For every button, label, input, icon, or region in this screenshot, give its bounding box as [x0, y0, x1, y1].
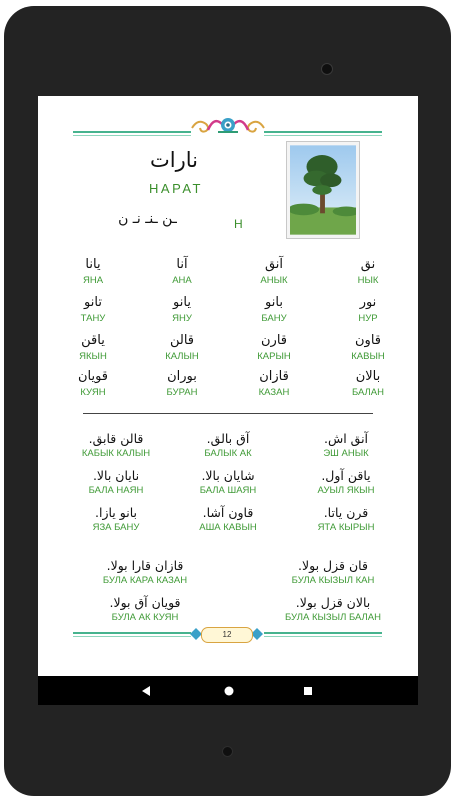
phrase-cyrillic: ЭШ АНЫК	[323, 448, 369, 459]
word-item	[234, 332, 314, 363]
phrase-item	[66, 504, 166, 534]
word-cyrillic: БАЛАН	[351, 387, 384, 398]
top-rule-left	[73, 131, 191, 133]
word-cyrillic: ТАНУ	[80, 313, 106, 324]
phrase-cyrillic: БУЛА КАРА КАЗАН	[102, 575, 188, 586]
section-divider	[83, 413, 373, 414]
tree-image-icon	[290, 145, 356, 235]
phrase-arabic: قرن ياتا.	[323, 505, 369, 520]
word-arabic: ياقن	[81, 333, 105, 348]
phrase-item	[80, 594, 210, 624]
word-arabic: آنا	[176, 257, 188, 272]
word-item	[234, 256, 314, 287]
word-item	[328, 368, 408, 399]
word-cyrillic: НЫК	[357, 275, 379, 286]
speaker-dot	[222, 746, 233, 757]
phrase-arabic: قاون آشا.	[202, 505, 254, 520]
word-arabic: نق	[360, 257, 376, 272]
phrase-cyrillic: ЯЗА БАНУ	[92, 522, 140, 533]
word-arabic: قازان	[259, 369, 289, 384]
bottom-rule-left-thin	[73, 636, 191, 637]
phrase-cyrillic: КАБЫК КАЛЫН	[81, 448, 151, 459]
word-arabic: نور	[359, 295, 377, 310]
top-rule-right	[264, 131, 382, 133]
word-arabic: بانو	[265, 295, 283, 310]
word-cyrillic: КАЗАН	[258, 387, 290, 398]
top-ornament-icon	[188, 114, 268, 136]
word-item	[53, 256, 133, 287]
phrase-arabic: بالان قزل بولا.	[295, 595, 371, 610]
phrase-cyrillic: БАЛЫК АК	[204, 448, 252, 459]
cyrillic-letter: Н	[234, 217, 243, 231]
tree-photo	[286, 141, 360, 239]
phrase-cyrillic: БУЛА КЫЗЫЛ БАЛАН	[285, 612, 381, 623]
word-arabic: قارن	[261, 333, 287, 348]
phrase-cyrillic: АША КАВЫН	[199, 522, 257, 533]
phrase-arabic: بانو يازا.	[95, 505, 137, 520]
phrase-cyrillic: АУЫЛ ЯКЫН	[317, 485, 375, 496]
word-cyrillic: КАРЫН	[257, 351, 291, 362]
word-item	[234, 294, 314, 325]
phrase-item	[296, 467, 396, 497]
phrase-cyrillic: БУЛА КЫЗЫЛ КАН	[291, 575, 375, 586]
bottom-rule-right	[264, 632, 382, 634]
word-arabic: بوران	[167, 369, 197, 384]
recent-square-icon[interactable]	[300, 683, 316, 699]
word-item	[142, 332, 222, 363]
word-arabic: آنق	[264, 257, 284, 272]
word-cyrillic: КУЯН	[80, 387, 106, 398]
page-number: 12	[201, 627, 253, 643]
phrase-item	[296, 430, 396, 460]
word-cyrillic: КАЛЫН	[165, 351, 199, 362]
word-item	[234, 368, 314, 399]
phrase-item	[80, 557, 210, 587]
word-item	[53, 294, 133, 325]
phrase-cyrillic: БАЛА НАЯН	[88, 485, 144, 496]
word-item	[53, 332, 133, 363]
word-cyrillic: КАВЫН	[351, 351, 385, 362]
back-triangle-icon[interactable]	[138, 683, 154, 699]
phrase-cyrillic: БУЛА АК КУЯН	[111, 612, 179, 623]
word-arabic: قاون	[355, 333, 381, 348]
phrase-arabic: قويان آق بولا.	[109, 595, 181, 610]
word-cyrillic: АНЫК	[260, 275, 288, 286]
word-item	[328, 294, 408, 325]
phrase-arabic: شايان بالا.	[201, 468, 255, 483]
word-arabic: يانا	[85, 257, 101, 272]
word-arabic: بالان	[355, 369, 381, 384]
word-arabic: قالن	[169, 333, 195, 348]
phrase-item	[268, 594, 398, 624]
letter-forms: ـن ـنـ نـ ن	[118, 211, 177, 227]
phrase-arabic: قالن قابق.	[88, 431, 144, 446]
navigation-bar	[38, 676, 418, 705]
phrase-item	[66, 430, 166, 460]
top-rule-right-thin	[264, 135, 382, 136]
word-arabic: تانو	[84, 295, 102, 310]
word-cyrillic: АНА	[172, 275, 192, 286]
phrase-arabic: قان قزل بولا.	[298, 558, 368, 573]
word-cyrillic: БАНУ	[261, 313, 287, 324]
lesson-title-cyrillic: НАРАТ	[149, 181, 203, 196]
book-page	[38, 96, 418, 676]
phrase-item	[178, 467, 278, 497]
phrase-arabic: آنق اش.	[323, 431, 369, 446]
word-cyrillic: НУР	[358, 313, 378, 324]
phrase-cyrillic: БАЛА ШАЯН	[199, 485, 257, 496]
word-cyrillic: ЯКЫН	[79, 351, 107, 362]
word-item	[53, 368, 133, 399]
top-rule-left-thin	[73, 135, 191, 136]
phrase-arabic: آق بالق.	[206, 431, 250, 446]
phrase-arabic: قازان قارا بولا.	[106, 558, 184, 573]
word-item	[142, 294, 222, 325]
phrase-arabic: ياقن آول.	[321, 468, 371, 483]
word-cyrillic: БУРАН	[166, 387, 198, 398]
word-item	[328, 332, 408, 363]
word-arabic: يانو	[173, 295, 191, 310]
phrase-arabic: نايان بالا.	[92, 468, 140, 483]
bottom-rule-right-thin	[264, 636, 382, 637]
lesson-title-arabic: نارات	[150, 148, 198, 172]
word-item	[142, 256, 222, 287]
word-cyrillic: ЯНУ	[172, 313, 192, 324]
phrase-item	[178, 430, 278, 460]
phrase-item	[66, 467, 166, 497]
word-cyrillic: ЯНА	[82, 275, 104, 286]
home-circle-icon[interactable]	[221, 683, 237, 699]
front-camera	[321, 63, 333, 75]
word-arabic: قويان	[77, 369, 109, 384]
phrase-item	[296, 504, 396, 534]
word-item	[328, 256, 408, 287]
bottom-rule-left	[73, 632, 191, 634]
phrase-cyrillic: ЯТА КЫРЫН	[317, 522, 375, 533]
phrase-item	[268, 557, 398, 587]
phrase-item	[178, 504, 278, 534]
word-item	[142, 368, 222, 399]
